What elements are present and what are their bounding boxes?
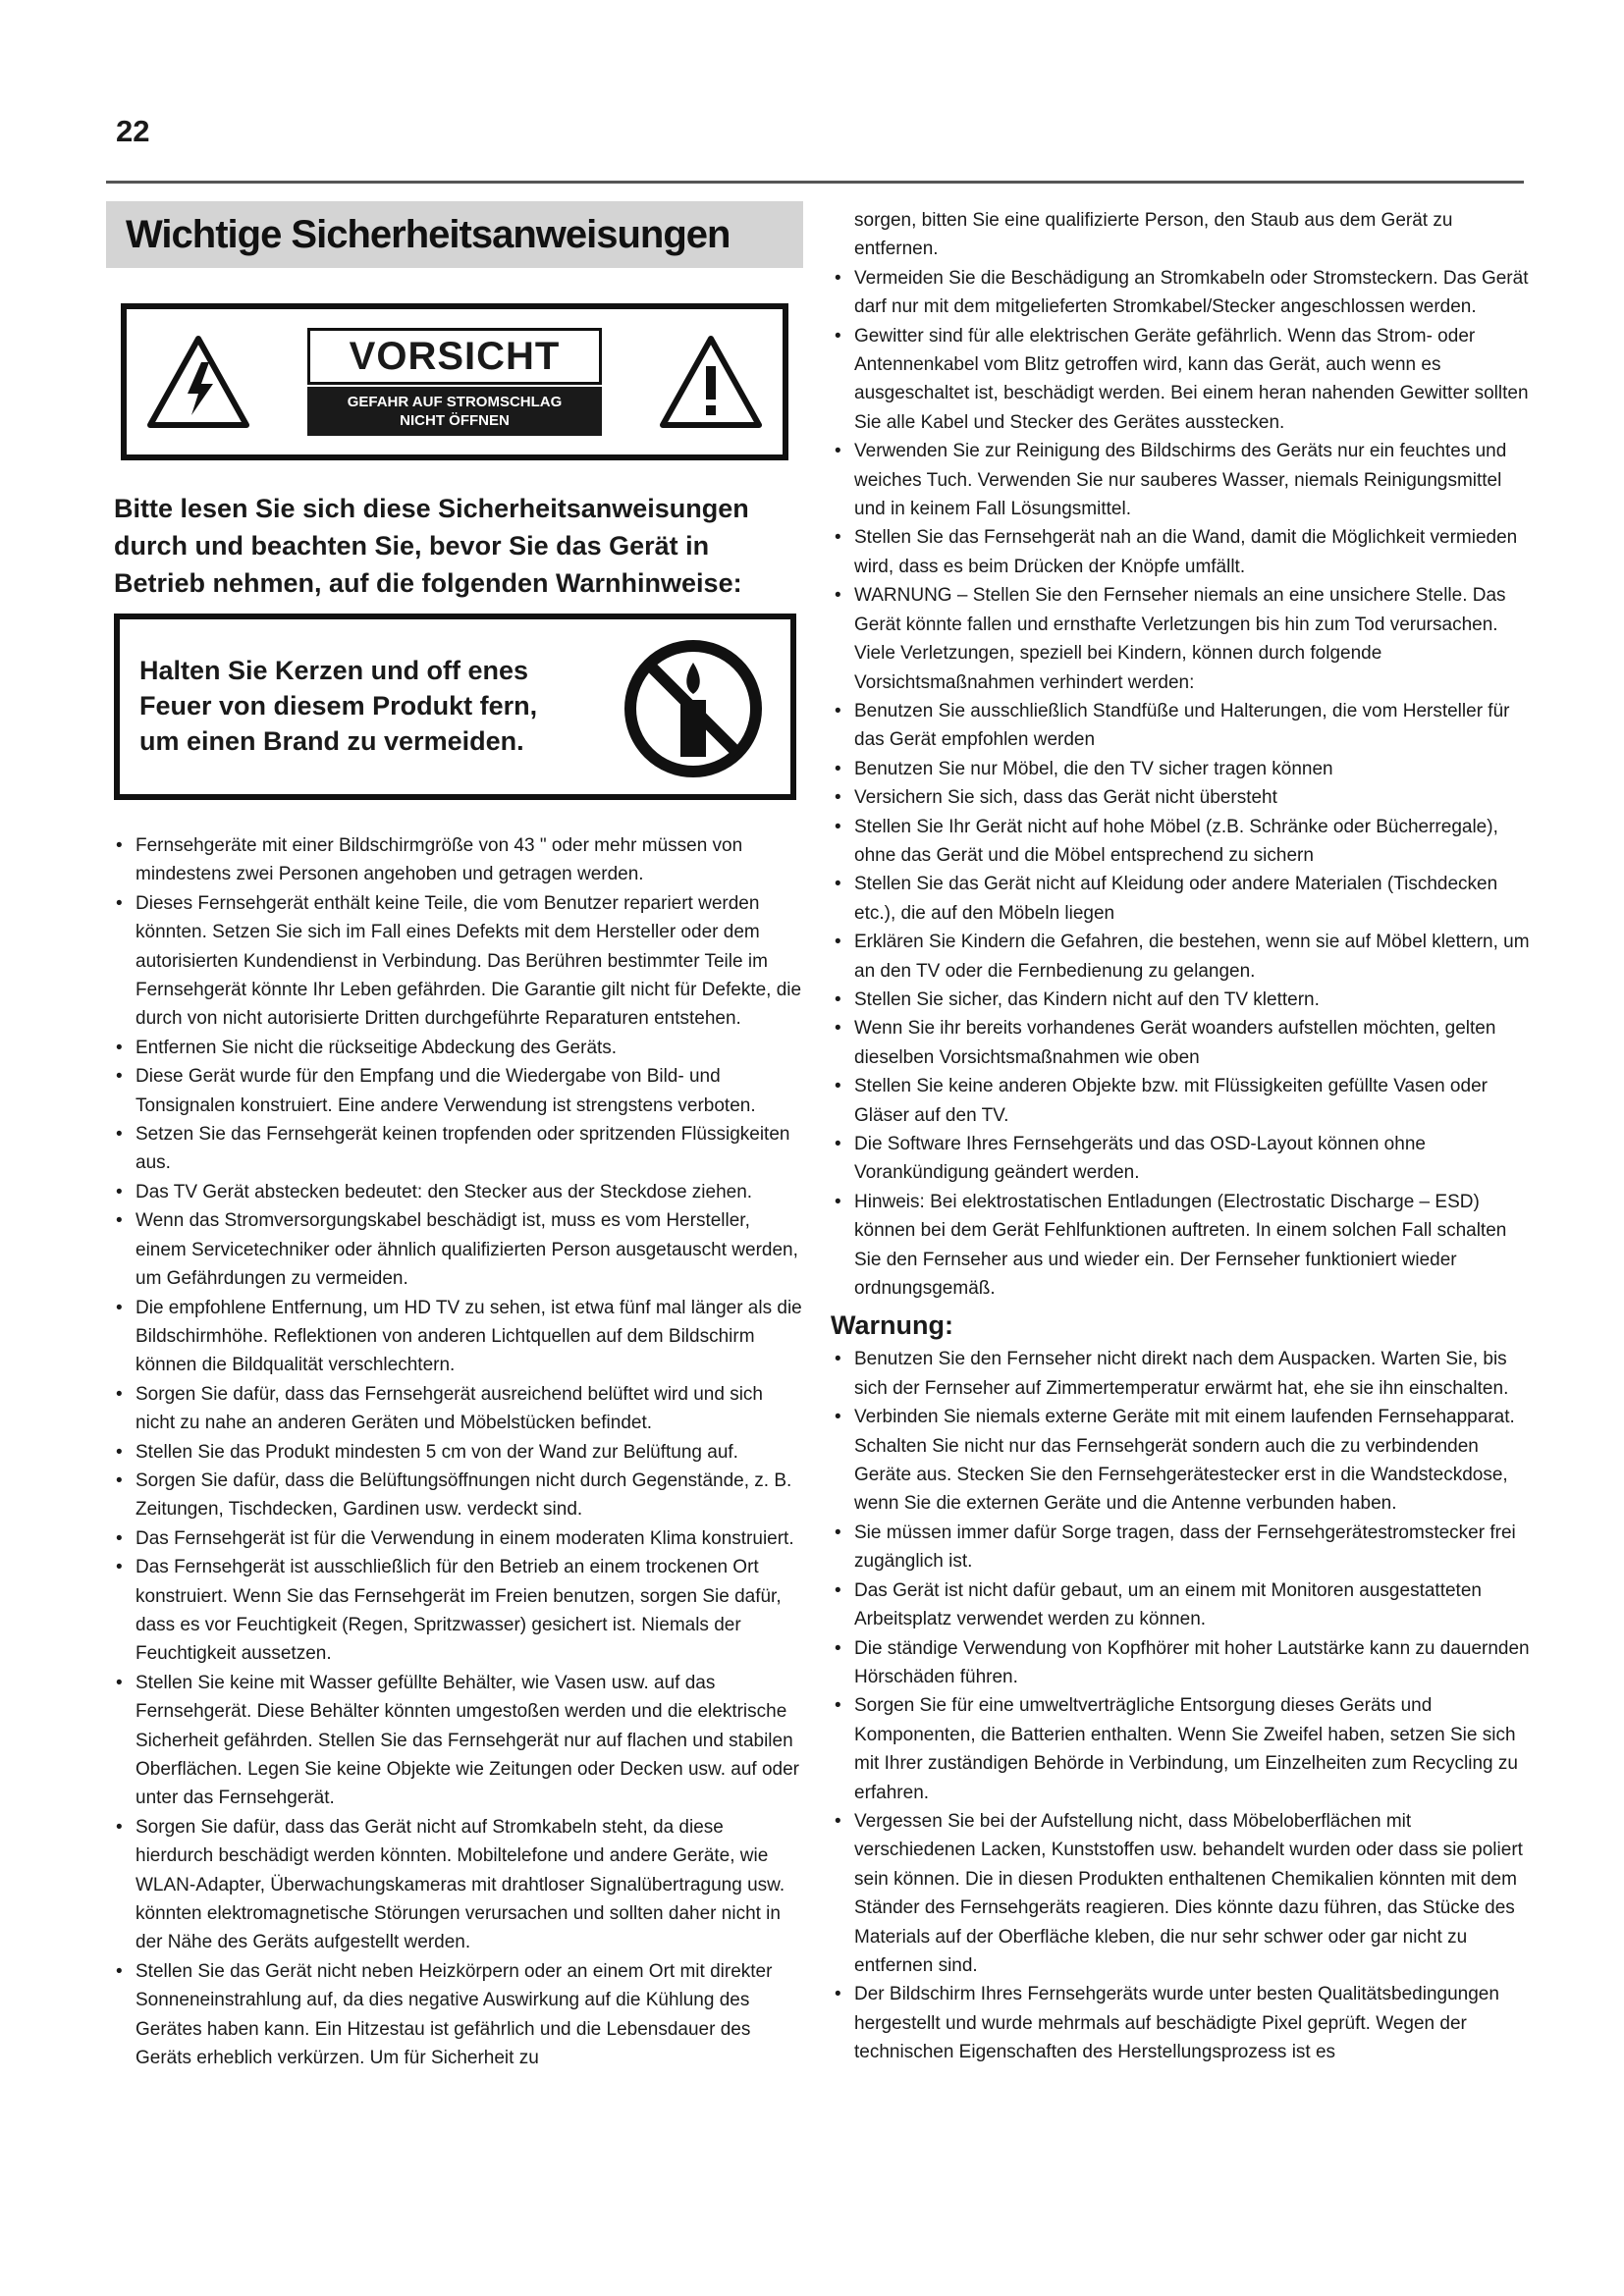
title-banner [106,201,803,268]
candle-warning-text: Halten Sie Kerzen und off enes Feuer von diesem Produkt fern, um einen Brand zu vermeiden. [139,656,538,756]
list-item: • Stellen Sie keine anderen Objekte bzw. mit Flüssigkeiten gefüllte Vasen oder Gläser auf den TV. [831,1072,1530,1130]
caution-subtitle [307,387,602,436]
list-item: • Das Fernsehgerät ist ausschließlich für den Betrieb an einem trockenen Ort konstruiert. Wenn Sie das Fernsehgerät im Freien benutzen, sorgen Sie dafür, dass es vor Feuchtigkeit (Regen, Spritzwasser) gesichert ist. Niemals der Feuchtigkeit aussetzen. [112,1553,803,1669]
caution-title: VORSICHT [307,328,602,385]
list-item: • Dieses Fernsehgerät enthält keine Teile, die vom Benutzer repariert werden könnten. Setzen Sie sich im Fall eines Defekts mit dem Hersteller oder dem autorisierten Kundendienst in Verbindung. Das Berühren bestimmter Teile im Fernsehgerät könnte Ihr Leben gefährden. Die Garantie gilt nicht für Defekte, die durch von nicht autorisierte Dritten durchgeführte Reparaturen entstehen. [112,889,803,1034]
list-item: • Benutzen Sie ausschließlich Standfüße und Halterungen, die vom Hersteller für das Gerät empfohlen werden [831,697,1530,755]
list-item: • Setzen Sie das Fernsehgerät keinen tropfenden oder spritzenden Flüssigkeiten aus. [112,1120,803,1178]
list-item: • Hinweis: Bei elektrostatischen Entladungen (Electrostatic Discharge – ESD) können bei dem Gerät Fehlfunktionen auftreten. In einem solchen Fall schalten Sie den Fernseher aus und wieder ein. Der Fernseher funktioniert wieder ordnungsgemäß. [831,1188,1530,1304]
list-item: • Sorgen Sie für eine umweltverträgliche Entsorgung dieses Geräts und Komponenten, die Batterien enthalten. Wenn Sie Zweifel haben, setzen Sie sich mit Ihrer zuständigen Behörde in Verbindung, um Einzelheiten zum Recycling zu erfahren. [831,1691,1530,1807]
caution-center [307,328,602,436]
list-item: • Verwenden Sie zur Reinigung des Bildschirms des Geräts nur ein feuchtes und weiches Tuch. Verwenden Sie nur sauberes Wasser, niemals Reinigungsmittel und in keinem Fall Lösungsmittel. [831,437,1530,523]
list-item: • Stellen Sie keine mit Wasser gefüllte Behälter, wie Vasen usw. auf das Fernsehgerät. Diese Behälter könnten umgestoßen werden und die elektrische Sicherheit gefährden. Stellen Sie das Fernsehgerät nur auf flachen und stabilen Oberflächen. Legen Sie keine Objekte wie Zeitungen oder Decken usw. auf oder unter das Fernsehgerät. [112,1669,803,1813]
list-item: • Das TV Gerät abstecken bedeutet: den Stecker aus der Steckdose ziehen. [112,1178,803,1206]
no-open-flame-icon [620,635,767,782]
list-item: • Wenn das Stromversorgungskabel beschädigt ist, muss es vom Hersteller, einem Servicetechniker oder ähnlich qualifizierten Person ausgetauscht werden, um Gefährdungen zu vermeiden. [112,1206,803,1293]
list-item: • Die ständige Verwendung von Kopfhörer mit hoher Lautstärke kann zu dauernden Hörschäden führen. [831,1634,1530,1692]
list-item: • Stellen Sie sicher, das Kindern nicht auf den TV klettern. [831,986,1530,1014]
page-number: 22 [116,114,150,148]
list-item: • Sorgen Sie dafür, dass das Fernsehgerät ausreichend belüftet wird und sich nicht zu nahe an anderen Geräten und Möbelstücken befindet. [112,1380,803,1438]
top-divider [106,181,1524,184]
list-item: • Verbinden Sie niemals externe Geräte mit mit einem laufenden Fernsehapparat. Schalten Sie nicht nur das Fernsehgerät sondern auch die zu verbindenden Geräte aus. Stecken Sie den Fernsehgerätestecker erst in die Wandsteckdose, wenn Sie die externen Geräte und die Antenne verbunden haben. [831,1403,1530,1519]
caution-subtitle-line1: GEFAHR AUF STROMSCHLAG [347,394,563,410]
list-item: • Diese Gerät wurde für den Empfang und die Wiedergabe von Bild- und Tonsignalen konstruiert. Eine andere Verwendung ist strengstens verboten. [112,1062,803,1120]
candle-warning-box [114,614,796,800]
list-item: • Stellen Sie das Fernsehgerät nah an die Wand, damit die Möglichkeit vermieden wird, dass es beim Drücken der Knöpfe umfällt. [831,523,1530,581]
list-item: • Der Bildschirm Ihres Fernsehgeräts wurde unter besten Qualitätsbedingungen hergestellt und wurde mehrmals auf beschädigte Pixel geprüft. Wegen der technischen Eigenschaften des Herstellungsprozess ist es [831,1980,1530,2066]
list-item: • Stellen Sie das Produkt mindesten 5 cm von der Wand zur Belüftung auf. [112,1438,803,1467]
list-item: • Die Software Ihres Fernsehgeräts und das OSD-Layout können ohne Vorankündigung geändert werden. [831,1130,1530,1188]
right-bullet-list [831,264,1530,1304]
right-column [831,206,1530,2067]
list-item: • Das Gerät ist nicht dafür gebaut, um an einem mit Monitoren ausgestatteten Arbeitsplatz verwendet werden zu können. [831,1576,1530,1634]
list-item: • Das Fernsehgerät ist für die Verwendung in einem moderaten Klima konstruiert. [112,1524,803,1553]
list-item: • WARNUNG – Stellen Sie den Fernseher niemals an eine unsichere Stelle. Das Gerät könnte fallen und ernsthafte Verletzungen bis hin zum Tod verursachen. Viele Verletzungen, speziell bei Kindern, können durch folgende Vorsichtsmaßnahmen verhindert werden: [831,581,1530,697]
list-item: • Gewitter sind für alle elektrischen Geräte gefährlich. Wenn das Strom- oder Antennenkabel vom Blitz getroffen wird, kann das Gerät, auch wenn es ausgeschaltet ist, beschädigt werden. Bei einem heran nahenden Gewitter sollten Sie alle Kabel und Stecker des Gerätes ausstecken. [831,322,1530,438]
list-item: • Stellen Sie das Gerät nicht neben Heizkörpern oder an einem Ort mit direkter Sonneneinstrahlung auf, da dies negative Auswirkung auf die Kühlung des Gerätes haben kann. Ein Hitzestau ist gefährlich und die Lebensdauer des Geräts erheblich verkürzen. Um für Sicherheit zu [112,1957,803,2073]
exclamation-warning-icon [657,333,765,431]
electric-hazard-icon [144,333,252,431]
list-item: • Sie müssen immer dafür Sorge tragen, dass der Fernsehgerätestromstecker frei zugänglich ist. [831,1519,1530,1576]
left-column [106,201,803,2072]
left-bullet-list [112,831,803,2072]
caution-label [121,303,788,460]
list-item: • Vermeiden Sie die Beschädigung an Stromkabeln oder Stromsteckern. Das Gerät darf nur mit dem mitgelieferten Stromkabel/Stecker angeschlossen werden. [831,264,1530,322]
list-item: • Fernsehgeräte mit einer Bildschirmgröße von 43 " oder mehr müssen von mindestens zwei Personen angehoben und getragen werden. [112,831,803,889]
list-item: • Wenn Sie ihr bereits vorhandenes Gerät woanders aufstellen möchten, gelten dieselben Vorsichtsmaßnahmen wie oben [831,1014,1530,1072]
page-title: Wichtige Sicherheitsanweisungen [126,212,731,256]
caution-subtitle-line2: NICHT ÖFFNEN [400,412,510,429]
list-item: • Sorgen Sie dafür, dass die Belüftungsöffnungen nicht durch Gegenstände, z. B. Zeitungen, Tischdecken, Gardinen usw. verdeckt sind. [112,1467,803,1524]
list-item: • Vergessen Sie bei der Aufstellung nicht, dass Möbeloberflächen mit verschiedenen Lacken, Kunststoffen usw. behandelt wurden oder dass sie poliert sein können. Die in diesen Produkten enthaltenen Chemikalien könnten mit dem Ständer des Fernsehgeräts reagieren. Dies könnte dazu führen, das Stücke des Materials auf der Oberfläche kleben, die nur sehr schwer oder gar nicht zu entfernen sind. [831,1807,1530,1980]
list-item: • Benutzen Sie den Fernseher nicht direkt nach dem Auspacken. Warten Sie, bis sich der Fernseher auf Zimmertemperatur erwärmt hat, ehe sie ihn einschalten. [831,1345,1530,1403]
warning-heading: Warnung: [831,1310,953,1341]
list-item: • Stellen Sie das Gerät nicht auf Kleidung oder andere Materialen (Tischdecken etc.), die auf den Möbeln liegen [831,870,1530,928]
list-item: • Stellen Sie Ihr Gerät nicht auf hohe Möbel (z.B. Schränke oder Bücherregale), ohne das Gerät und die Möbel entsprechend zu sichern [831,813,1530,871]
list-item: • Versichern Sie sich, dass das Gerät nicht übersteht [831,783,1530,812]
list-item: • Erklären Sie Kindern die Gefahren, die bestehen, wenn sie auf Möbel klettern, um an den TV oder die Fernbedienung zu gelangen. [831,928,1530,986]
list-item: • Entfernen Sie nicht die rückseitige Abdeckung des Geräts. [112,1034,803,1062]
list-item: • Sorgen Sie dafür, dass das Gerät nicht auf Stromkabeln steht, da diese hierdurch beschädigt werden könnten. Mobiltelefone und andere Geräte, wie WLAN-Adapter, Überwachungskameras mit drahtloser Signalübertragung usw. könnten elektromagnetische Störungen verursachen und sollten daher nicht in der Nähe des Geräts aufgestellt werden. [112,1813,803,1957]
list-item: • Benutzen Sie nur Möbel, die den TV sicher tragen können [831,755,1530,783]
list-item: • Die empfohlene Entfernung, um HD TV zu sehen, ist etwa fünf mal länger als die Bildschirmhöhe. Reflektionen von anderen Lichtquellen auf dem Bildschirm können die Bildqualität verschlechtern. [112,1294,803,1380]
warning-bullet-list [831,1345,1530,2066]
intro-text: Bitte lesen Sie sich diese Sicherheitsanweisungen durch und beachten Sie, bevor Sie das Gerät in Betrieb nehmen, auf die folgenden Warnhinweise: [114,494,749,598]
continuation-text: sorgen, bitten Sie eine qualifizierte Person, den Staub aus dem Gerät zu entfernen. [854,210,1453,260]
